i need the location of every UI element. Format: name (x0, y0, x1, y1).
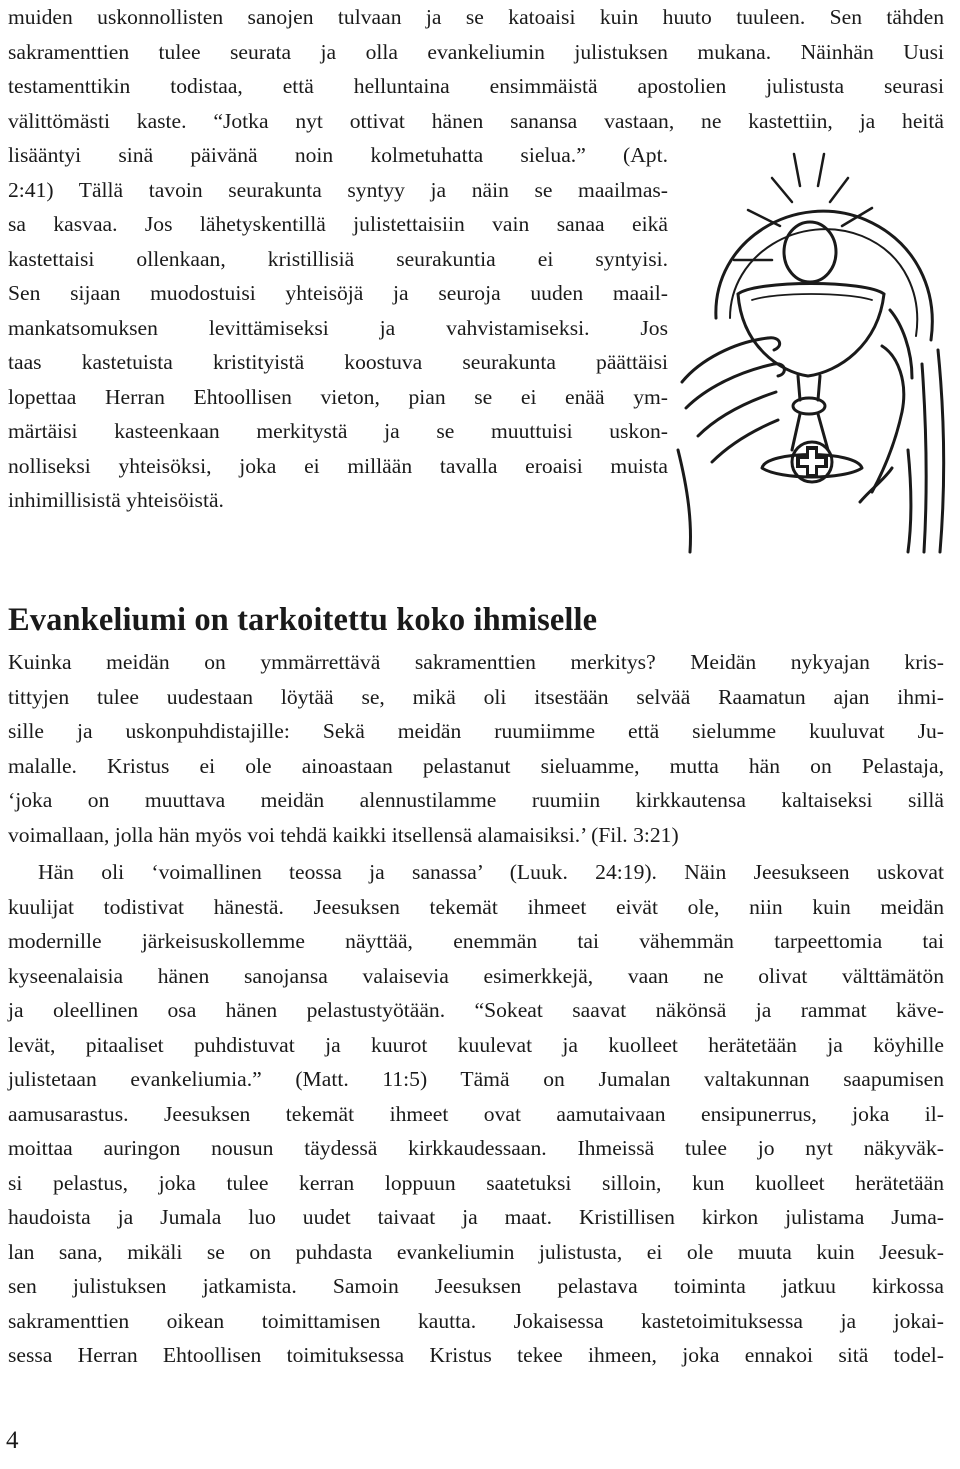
text-line: märtäisi kasteenkaan merkitystä ja se muuttuisi uskon- (8, 419, 668, 443)
text-line: malalle. Kristus ei ole ainoastaan pelastanut sieluamme, mutta hän on Pelastaja, (8, 753, 944, 778)
text-line: lan sana, mikäli se on puhdasta evankeliumin julistusta, ei ole muuta kuin Jeesuk- (8, 1239, 944, 1264)
text-line: Hän oli ‘voimallinen teossa ja sanassa’ (Luuk. 24:19). Näin Jeesukseen uskovat (38, 860, 944, 884)
text-line: modernille järkeisuskollemme näyttää, enemmän tai vähemmän tarpeettomia tai (8, 929, 944, 953)
text-line: kastettaisi ollenkaan, kristillisiä seurakuntia ei syntyisi. (8, 246, 668, 271)
text-line: aamusarastus. Jeesuksen tekemät ihmeet ovat aamutaivaan ensipunerrus, joka il- (8, 1101, 944, 1126)
section-heading: Evankeliumi on tarkoitettu koko ihmiselle (8, 602, 598, 638)
text-line: 2:41) Tällä tavoin seurakunta syntyy ja näin se maailmas- (8, 177, 668, 202)
text-line: sakramenttien oikean toimittamisen kautta. Jokaisessa kastetoimituksessa ja jokai- (8, 1308, 944, 1333)
text-line: voimallaan, jolla hän myös voi tehdä kaikki itsellensä alamaisiksi.’ (Fil. 3:21) (8, 822, 679, 847)
text-line: kyseenalaisia hänen sanojansa valaisevia esimerkkejä, vaan ne olivat välttämätön (8, 963, 944, 988)
section-paragraph-2 (8, 855, 944, 1373)
text-line: sakramenttien tulee seurata ja olla evankeliumin julistuksen mukana. Näinhän Uusi (8, 39, 944, 64)
text-line: mankatsomuksen levittämiseksi ja vahvistamiseksi. Jos (8, 315, 668, 340)
text-line: kuulijat todistivat hänestä. Jeesuksen tekemät ihmeet eivät ole, niin kuin meidän (8, 894, 944, 919)
text-line: julistetaan evankeliumia.” (Matt. 11:5) Tämä on Jumalan valtakunnan saapumisen (8, 1067, 944, 1091)
text-line: taas kastetuista kristityistä koostuva seurakunta päättäisi (8, 350, 668, 374)
text-line: välittömästi kaste. “Jotka nyt ottivat hänen sanansa vastaan, ne kastettiin, ja heitä (8, 108, 944, 133)
text-line: lisääntyi sinä päivänä noin kolmetuhatta sielua.” (Apt. (8, 143, 668, 167)
text-line: haudoista ja Jumala luo uudet taivaat ja maat. Kristillisen kirkon julistama Juma- (8, 1205, 944, 1229)
text-line: nolliseksi yhteisöksi, joka ei millään tavalla eroaisi muista (8, 453, 668, 478)
text-line: sa kasvaa. Jos lähetyskentillä julistettaisiin vain sanaa eikä (8, 212, 668, 236)
text-line: Kuinka meidän on ymmärrettävä sakramenttien merkitys? Meidän nykyajan kris- (8, 650, 944, 674)
text-line: lopettaa Herran Ehtoollisen vieton, pian se ei enää ym- (8, 384, 668, 409)
intro-paragraph (8, 0, 944, 138)
page-number: 4 (6, 1427, 19, 1454)
text-line: ‘joka on muuttava meidän alennustilamme ruumiin kirkkautensa kaltaiseksi sillä (8, 788, 944, 812)
text-line: sille ja uskonpuhdistajille: Sekä meidän ruumiimme että sielumme kuuluvat Ju- (8, 719, 944, 743)
text-line: sessa Herran Ehtoollisen toimituksessa Kristus tekee ihmeen, joka ennakoi sitä todel- (8, 1343, 944, 1367)
text-line: levät, pitaaliset puhdistuvat ja kuurot kuulevat ja kuolleet herätetään ja köyhille (8, 1032, 944, 1057)
text-line: muiden uskonnollisten sanojen tulvaan ja se katoaisi kuin huuto tuuleen. Sen tähden (8, 5, 944, 29)
text-line: inhimillisistä yhteisöistä. (8, 488, 224, 512)
text-line: Sen sijaan muodostuisi yhteisöjä ja seuroja uuden maail- (8, 281, 668, 305)
chalice-host-hands-icon (676, 150, 960, 555)
text-line: ja oleellinen osa hänen pelastustyötään. “Sokeat saavat näkönsä ja rammat käve- (8, 998, 944, 1022)
text-line: testamenttikin todistaa, että helluntaina ensimmäistä apostolien julistusta seurasi (8, 74, 944, 98)
text-line: moittaa auringon nousun täydessä kirkkaudessaan. Ihmeissä tulee jo nyt näkyväk- (8, 1136, 944, 1160)
intro-paragraph-wrapped (8, 138, 668, 518)
text-line: sen julistuksen jatkamista. Samoin Jeesuksen pelastava toiminta jatkuu kirkossa (8, 1274, 944, 1298)
text-line: tittyjen tulee uudestaan löytää se, mikä oli itsestään selvää Raamatun ajan ihmi- (8, 684, 944, 709)
light-rays (734, 154, 872, 260)
section-paragraph-1 (8, 645, 944, 852)
text-line: si pelastus, joka tulee kerran loppuun saatetuksi silloin, kun kuolleet herätetään (8, 1170, 944, 1195)
